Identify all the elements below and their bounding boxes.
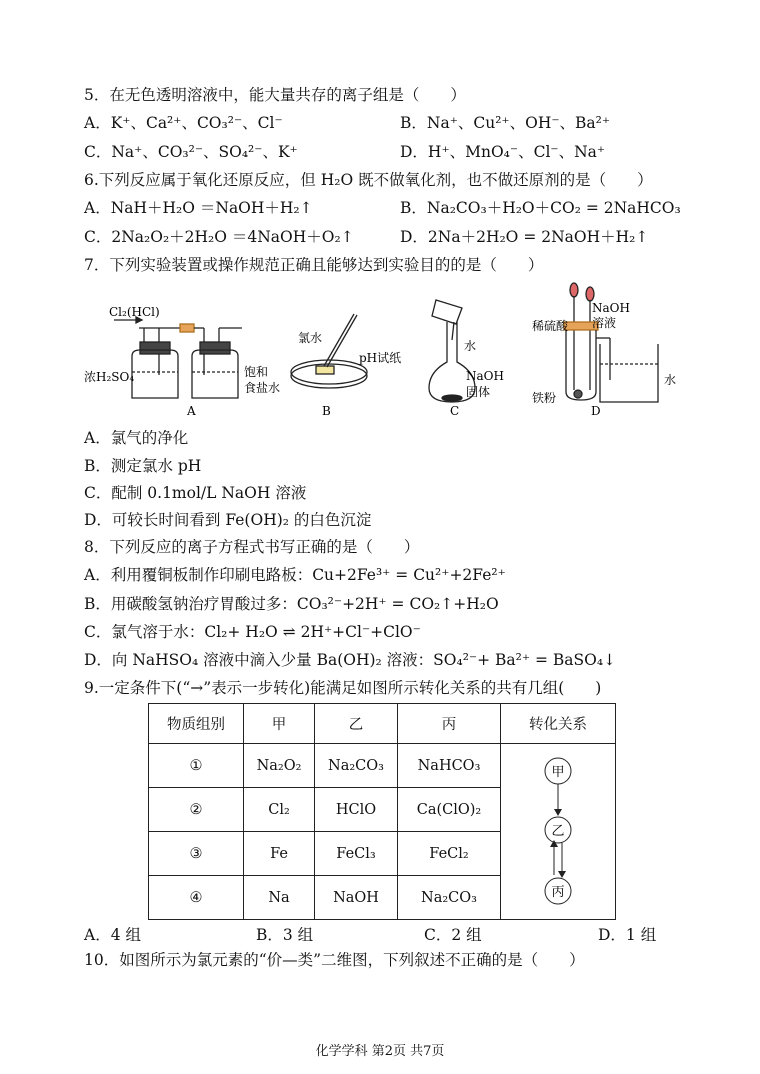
header-relation: 转化关系 bbox=[501, 704, 616, 744]
q7-option-b: B．测定氯水 pH bbox=[84, 457, 202, 475]
apparatus-b bbox=[291, 314, 367, 388]
q9-option-b: B．3 组 bbox=[256, 926, 314, 944]
q7-option-d: D．可较长时间看到 Fe(OH)₂ 的白色沉淀 bbox=[84, 511, 372, 529]
q7-option-a: A．氯气的净化 bbox=[84, 429, 189, 447]
header-jia: 甲 bbox=[244, 704, 315, 744]
label-dilute-acid: 稀硫酸 bbox=[532, 319, 569, 333]
q10-stem: 10．如图所示为氯元素的“价—类”二维图，下列叙述不正确的是（ ） bbox=[84, 951, 585, 969]
q6-option-d: D．2Na＋2H₂O = 2NaOH＋H₂↑ bbox=[400, 228, 649, 246]
cell: Fe bbox=[244, 832, 315, 876]
cell: HClO bbox=[315, 788, 398, 832]
cell: NaOH bbox=[315, 876, 398, 920]
apparatus-a bbox=[114, 317, 242, 398]
q6-option-b: B．Na₂CO₃＋H₂O＋CO₂ = 2NaHCO₃ bbox=[400, 199, 681, 217]
cell: ② bbox=[149, 788, 244, 832]
cell: Na₂O₂ bbox=[244, 744, 315, 788]
label-naoh-solid-1: NaOH bbox=[466, 369, 504, 383]
q5-option-a: A．K⁺、Ca²⁺、CO₃²⁻、Cl⁻ bbox=[84, 114, 283, 132]
label-c: C bbox=[450, 404, 460, 418]
label-b: B bbox=[322, 404, 331, 418]
node-bing: 丙 bbox=[551, 884, 565, 900]
cell: ③ bbox=[149, 832, 244, 876]
q6-option-c: C．2Na₂O₂＋2H₂O ＝4NaOH＋O₂↑ bbox=[84, 228, 354, 246]
q9-option-d: D．1 组 bbox=[598, 926, 657, 944]
label-naoh-solid-2: 固体 bbox=[466, 385, 491, 399]
q9-option-c: C．2 组 bbox=[424, 926, 482, 944]
label-chlorine-water: 氯水 bbox=[298, 331, 323, 345]
node-yi: 乙 bbox=[551, 823, 565, 839]
cell: FeCl₃ bbox=[315, 832, 398, 876]
q8-stem: 8．下列反应的离子方程式书写正确的是（ ） bbox=[84, 538, 420, 556]
q8-option-c: C．氯气溶于水：Cl₂+ H₂O ⇌ 2H⁺+Cl⁻+ClO⁻ bbox=[84, 623, 421, 641]
q8-option-a: A．利用覆铜板制作印刷电路板：Cu+2Fe³⁺ = Cu²⁺+2Fe²⁺ bbox=[84, 566, 506, 584]
relation-diagram-cell bbox=[501, 744, 616, 920]
label-saturated: 饱和 bbox=[244, 365, 269, 379]
q9-option-a: A．4 组 bbox=[84, 926, 141, 944]
cell: Ca(ClO)₂ bbox=[398, 788, 501, 832]
cell: ④ bbox=[149, 876, 244, 920]
q8-option-d: D．向 NaHSO₄ 溶液中滴入少量 Ba(OH)₂ 溶液：SO₄²⁻+ Ba²⁺ = BaSO₄↓ bbox=[84, 651, 617, 669]
q7-apparatus-figure bbox=[84, 280, 684, 430]
label-a: A bbox=[187, 404, 196, 418]
label-iron-powder: 铁粉 bbox=[532, 391, 557, 405]
cell: NaHCO₃ bbox=[398, 744, 501, 788]
q8-option-b: B．用碳酸氢钠治疗胃酸过多：CO₃²⁻+2H⁺ = CO₂↑+H₂O bbox=[84, 595, 499, 613]
q5-option-d: D．H⁺、MnO₄⁻、Cl⁻、Na⁺ bbox=[400, 143, 606, 161]
node-jia: 甲 bbox=[551, 764, 565, 780]
q6-option-a: A．NaH＋H₂O ＝NaOH＋H₂↑ bbox=[84, 199, 313, 217]
q5-option-b: B．Na⁺、Cu²⁺、OH⁻、Ba²⁺ bbox=[400, 114, 611, 132]
label-ph-paper: pH试纸 bbox=[359, 351, 402, 365]
q5-option-c: C．Na⁺、CO₃²⁻、SO₄²⁻、K⁺ bbox=[84, 143, 298, 161]
header-bing: 丙 bbox=[398, 704, 501, 744]
q5-stem: 5．在无色透明溶液中，能大量共存的离子组是（ ） bbox=[84, 86, 466, 104]
q9-stem: 9.一定条件下(“→”表示一步转化)能满足如图所示转化关系的共有几组( ) bbox=[84, 679, 602, 697]
cell: Na bbox=[244, 876, 315, 920]
label-cl2-hcl: Cl₂(HCl) bbox=[109, 305, 160, 319]
q7-stem: 7．下列实验装置或操作规范正确且能够达到实验目的的是（ ） bbox=[84, 256, 544, 274]
table-row bbox=[149, 744, 616, 788]
label-naoh-2: 溶液 bbox=[592, 316, 617, 330]
label-d: D bbox=[591, 404, 601, 418]
header-group: 物质组别 bbox=[149, 704, 244, 744]
label-conc-h2so4: 浓H₂SO₄ bbox=[84, 370, 135, 384]
q9-table bbox=[148, 703, 616, 920]
conversion-diagram bbox=[528, 755, 588, 905]
q6-stem: 6.下列反应属于氧化还原反应，但 H₂O 既不做氧化剂，也不做还原剂的是（ ） bbox=[84, 171, 653, 189]
page-footer: 化学学科 第2页 共7页 bbox=[315, 1044, 445, 1059]
cell: ① bbox=[149, 744, 244, 788]
q7-option-c: C．配制 0.1mol/L NaOH 溶液 bbox=[84, 484, 307, 502]
label-water-c: 水 bbox=[464, 339, 477, 353]
cell: Cl₂ bbox=[244, 788, 315, 832]
cell: Na₂CO₃ bbox=[315, 744, 398, 788]
label-brine: 食盐水 bbox=[244, 381, 281, 395]
cell: FeCl₂ bbox=[398, 832, 501, 876]
label-naoh-1: NaOH bbox=[592, 301, 630, 315]
label-water-d: 水 bbox=[664, 373, 677, 387]
cell: Na₂CO₃ bbox=[398, 876, 501, 920]
table-header-row bbox=[149, 704, 616, 744]
header-yi: 乙 bbox=[315, 704, 398, 744]
